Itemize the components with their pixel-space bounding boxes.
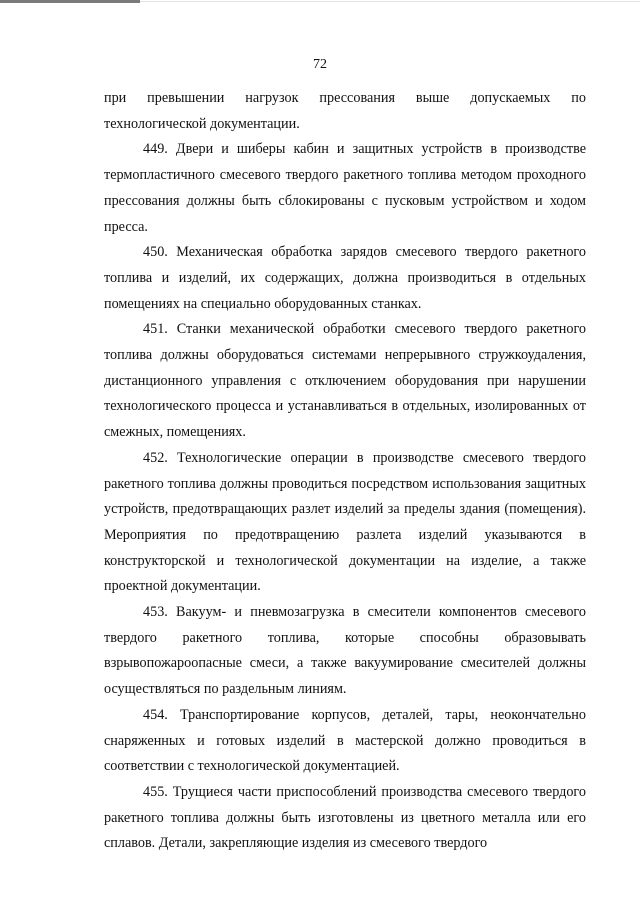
paragraph-455: 455. Трущиеся части приспособлений производства смесевого твердого ракетного топлива должны быть изготовлены из цветного металла или его сплавов. Детали, закрепляющие изделия из смесевого твердого [104, 783, 586, 852]
paragraph-454: 454. Транспортирование корпусов, деталей, тары, неокончательно снаряженных и готовых изделий в мастерской должно проводиться в соответствии с технологической документацией. [104, 706, 586, 775]
paragraph-453: 453. Вакуум- и пневмозагрузка в смесители компонентов смесевого твердого ракетного топлива, которые способны образовывать взрывопожароопасные смеси, а также вакуумирование смесителей должны осуществляться по раздельным линиям. [104, 604, 586, 698]
page-number: 72 [313, 57, 327, 72]
scan-edge-line [140, 1, 640, 2]
paragraph-449: 449. Двери и шиберы кабин и защитных устройств в производстве термопластичного смесевого твердого ракетного топлива методом проходного прессования должны быть сблокированы с пусковым устройством и ходом пресса. [104, 141, 586, 235]
paragraph-continuation: при превышении нагрузок прессования выше допускаемых по технологической документации. [104, 90, 586, 132]
scan-edge-mark [0, 0, 140, 3]
paragraph-450: 450. Механическая обработка зарядов смесевого твердого ракетного топлива и изделий, их содержащих, должна производиться в отдельных помещениях на специально оборудованных станках. [104, 244, 586, 312]
paragraph-452: 452. Технологические операции в производстве смесевого твердого ракетного топлива должны проводиться посредством использования защитных устройств, предотвращающих разлет изделий за пределы здания (помещения). Мероприятия по предотвращению разлета изделий указываются в конструкторской и технологической документации на изделие, а также проектной документации. [104, 449, 586, 595]
paragraph-451: 451. Станки механической обработки смесевого твердого ракетного топлива должны оборудоваться системами непрерывного стружкоудаления, дистанционного управления с отключением оборудования при нарушении технологического процесса и устанавливаться в отдельных, изолированных от смежных, помещениях. [104, 321, 586, 441]
document-body [104, 86, 586, 857]
